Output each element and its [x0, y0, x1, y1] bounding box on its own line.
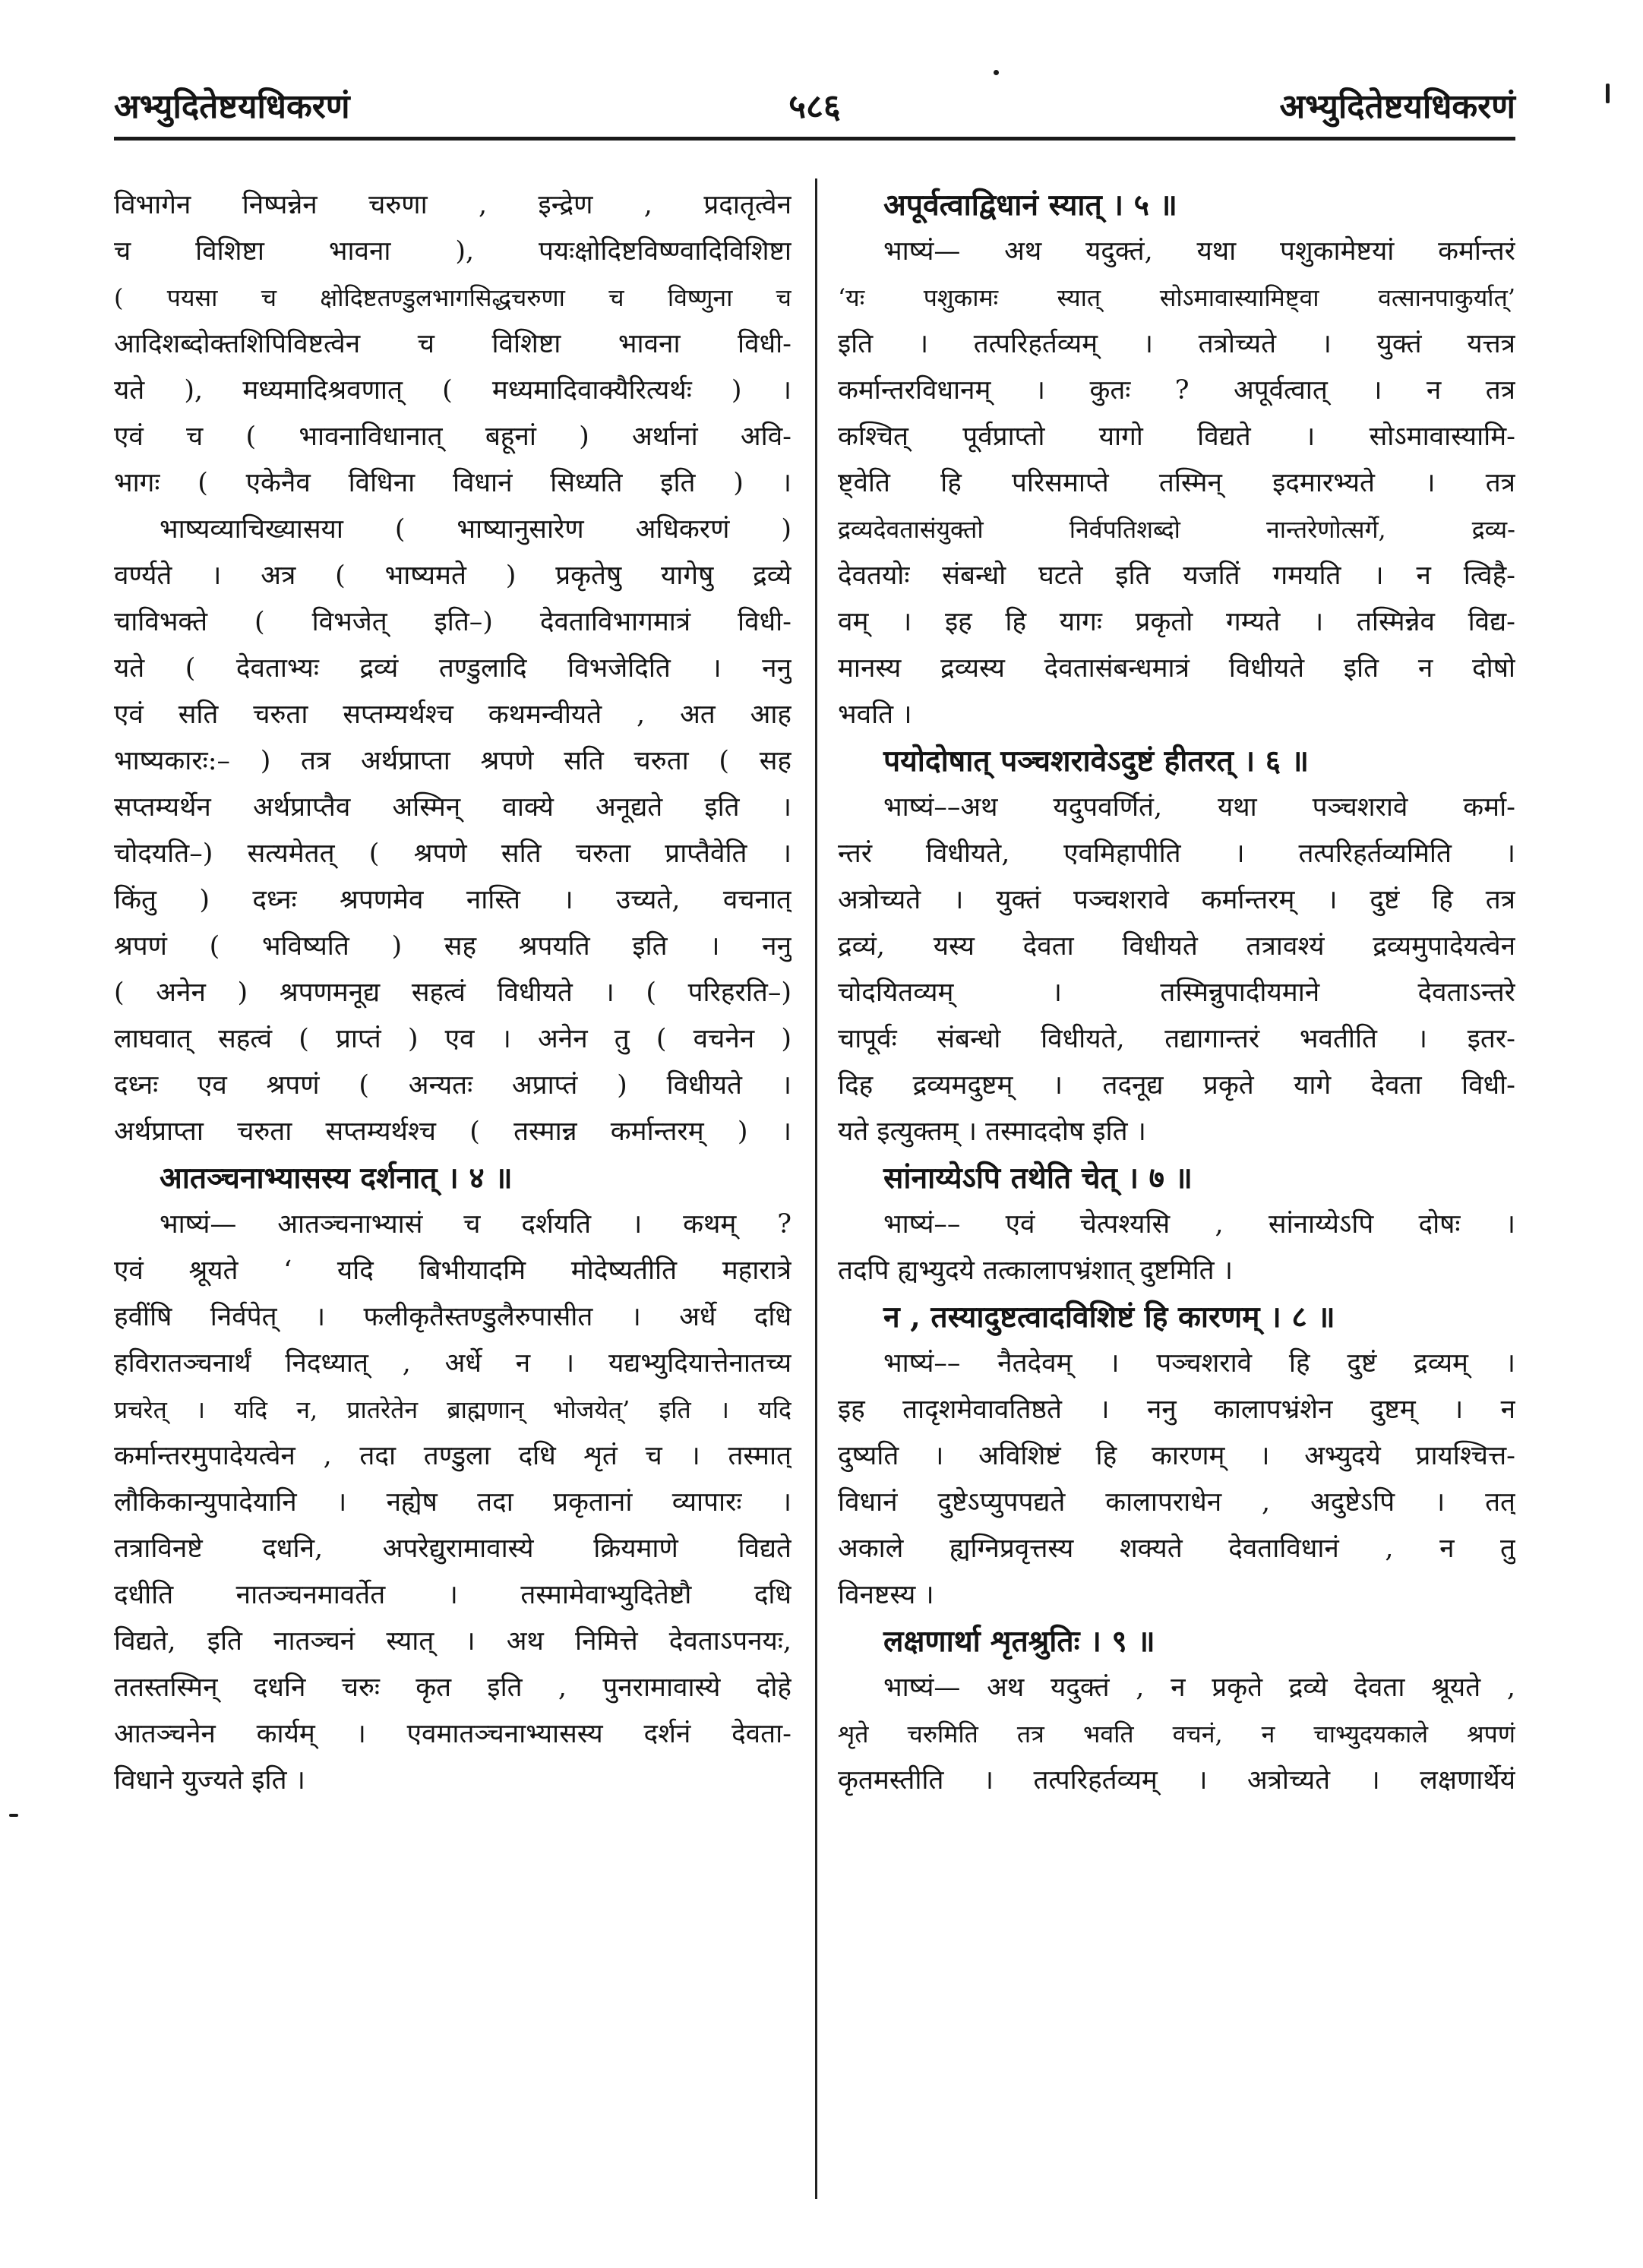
bhashya-start: भाष्यं— अथ यदुक्तं, यथा पशुकामेष्टयां कर्मान्तरं	[883, 236, 1515, 267]
text-line: यते ), मध्यमादिश्रवणात् ( मध्यमादिवाक्यैरित्यर्थः ) ।	[114, 375, 791, 406]
text-line: आदिशब्दोक्तशिपिविष्टत्वेन च विशिष्टा भावना विधी-	[114, 329, 791, 359]
text-line: दिह द्रव्यमदुष्टम् । तदनूद्य प्रकृते यागे देवता विधी-	[838, 1070, 1515, 1101]
text-line: विधानं दुष्टेऽप्युपपद्यते कालापराधेन , अदुष्टेऽपि । तत्	[838, 1487, 1515, 1518]
text-line: चोदयति–) सत्यमेतत् ( श्रपणे सति चरुता प्राप्तैवेति ।	[114, 839, 791, 869]
sutra-heading-4: आतञ्चनाभ्यासस्य दर्शनात् । ४ ॥	[160, 1161, 513, 1196]
text-line: द्रव्यदेवतासंयुक्तो निर्वपतिशब्दो नान्तरेणोत्सर्गे, द्रव्य-	[838, 515, 1515, 544]
text-line: कश्चित् पूर्वप्राप्तो यागो विद्यते । सोऽमावास्यामि-	[838, 422, 1515, 452]
text-line: चापूर्वः संबन्धो विधीयते, तद्यागान्तरं भवतीति । इतर-	[838, 1024, 1515, 1054]
text-line: न्तरं विधीयते, एवमिहापीति । तत्परिहर्तव्यमिति ।	[838, 839, 1515, 869]
text-line: कर्मान्तरविधानम् । कुतः ? अपूर्वत्वात् । न तत्र	[838, 375, 1515, 406]
text-line: दुष्यति । अविशिष्टं हि कारणम् । अभ्युदये प्रायश्चित्त-	[838, 1441, 1515, 1471]
text-line: हविरातञ्चनार्थं निदध्यात् , अर्धे न । यद्यभ्युदियात्तेनातच्य	[114, 1348, 791, 1379]
bhashya-start: भाष्यं–– नैतदेवम् । पञ्चशरावे हि दुष्टं द्रव्यम् ।	[883, 1348, 1515, 1379]
sutra-heading-6: पयोदोषात् पञ्चशरावेऽदुष्टं हीतरत् । ६ ॥	[883, 744, 1309, 779]
right-column	[838, 182, 1515, 2225]
text-line: वर्ण्यते । अत्र ( भाष्यमते ) प्रकृतेषु यागेषु द्रव्ये	[114, 561, 791, 591]
text-line: इह तादृशमेवावतिष्ठते । ननु कालापभ्रंशेन दुष्टम् । न	[838, 1395, 1515, 1425]
text-line: भागः ( एकेनैव विधिना विधानं सिध्यति इति ) ।	[114, 468, 791, 498]
text-line: ततस्तस्मिन् दधनि चरुः कृत इति , पुनरामावास्ये दोहे	[114, 1673, 791, 1703]
text-line: एवं सति चरुता सप्तम्यर्थश्च कथमन्वीयते , अत आह	[114, 700, 791, 730]
sutra-heading-5: अपूर्वत्वाद्विधानं स्यात् । ५ ॥	[883, 188, 1177, 223]
text-line: ( अनेन ) श्रपणमनूद्य सहत्वं विधीयते । ( परिहरति–)	[114, 978, 791, 1008]
bhashya-start: भाष्यं— आतञ्चनाभ्यासं च दर्शयति । कथम् ?	[160, 1209, 791, 1240]
print-speck	[1606, 84, 1610, 103]
text-line: श्रपणं ( भविष्यति ) सह श्रपयति इति । ननु	[114, 931, 791, 962]
text-line: ( पयसा च क्षोदिष्टतण्डुलभागसिद्धचरुणा च विष्णुना च	[114, 283, 791, 312]
text-line: दध्नः एव श्रपणं ( अन्यतः अप्राप्तं ) विधीयते ।	[114, 1070, 791, 1101]
text-line: आतञ्चनेन कार्यम् । एवमातञ्चनाभ्यासस्य दर्शनं देवता-	[114, 1719, 791, 1749]
text-line: एवं श्रूयते ‘ यदि बिभीयादमि मोदेष्यतीति महारात्रे	[114, 1256, 791, 1286]
text-line: लौकिकान्युपादेयानि । नह्येष तदा प्रकृतानां व्यापारः ।	[114, 1487, 791, 1518]
text-line: प्रचरेत् । यदि न, प्रातरेतेन ब्राह्मणान् भोजयेत्’ इति । यदि	[114, 1395, 791, 1424]
bhashya-start: भाष्यं–– एवं चेत्पश्यसि , सांनाय्येऽपि दोषः ।	[883, 1209, 1515, 1240]
text-line: देवतयोः संबन्धो घटते इति यजतिं गमयति । न त्विहै-	[838, 561, 1515, 591]
text-line: यते इत्युक्तम् । तस्माददोष इति ।	[838, 1117, 1146, 1147]
text-line: च विशिष्टा भावना ), पयःक्षोदिष्टविष्ण्वादिविशिष्टा	[114, 236, 791, 267]
text-line: विधाने युज्यते इति ।	[114, 1765, 305, 1796]
text-line: वम् । इह हि यागः प्रकृतो गम्यते । तस्मिन्नेव विद्य-	[838, 607, 1515, 637]
text-line: चाविभक्ते ( विभजेत् इति–) देवताविभागमात्रं विधी-	[114, 607, 791, 637]
bhashya-start: भाष्यं––अथ यदुपवर्णितं, यथा पञ्चशरावे कर्मा-	[883, 792, 1515, 823]
text-line: कृतमस्तीति । तत्परिहर्तव्यम् । अत्रोच्यते । लक्षणार्थेयं	[838, 1765, 1515, 1796]
text-line: शृते चरुमिति तत्र भवति वचनं, न चाभ्युदयकाले श्रपणं	[838, 1720, 1515, 1748]
text-line: लाघवात् सहत्वं ( प्राप्तं ) एव । अनेन तु ( वचनेन )	[114, 1024, 791, 1054]
text-line: कर्मान्तरमुपादेयत्वेन , तदा तण्डुला दधि शृतं च । तस्मात्	[114, 1441, 791, 1471]
print-speck	[9, 1814, 18, 1817]
text-line: ष्ट्वेति हि परिसमाप्ते तस्मिन् इदमारभ्यते । तत्र	[838, 468, 1515, 498]
text-line: इति । तत्परिहर्तव्यम् । तत्रोच्यते । युक्तं यत्तत्र	[838, 329, 1515, 359]
text-line: सप्तम्यर्थेन अर्थप्राप्तैव अस्मिन् वाक्ये अनूद्यते इति ।	[114, 792, 791, 823]
running-head-right: अभ्युदितेष्टयधिकरणं	[1279, 87, 1515, 126]
text-line: विद्यते, इति नातञ्चनं स्यात् । अथ निमित्ते देवताऽपनयः,	[114, 1626, 791, 1657]
text-line: विभागेन निष्पन्नेन चरुणा , इन्द्रेण , प्रदातृत्वेन	[114, 190, 791, 220]
text-line: भवति ।	[838, 700, 912, 730]
text-line: भाष्यकारः:– ) तत्र अर्थप्राप्ता श्रपणे सति चरुता ( सह	[114, 746, 791, 776]
text-line: विनष्टस्य ।	[838, 1580, 934, 1610]
sutra-heading-9: लक्षणार्था शृतश्रुतिः । ९ ॥	[883, 1624, 1155, 1659]
sutra-heading-8: न , तस्यादुष्टत्वादविशिष्टं हि कारणम् । ८ ॥	[883, 1300, 1335, 1335]
paragraph-start: भाष्यव्याचिख्यासया ( भाष्यानुसारेण अधिकरणं )	[160, 514, 791, 545]
text-line: मानस्य द्रव्यस्य देवतासंबन्धमात्रं विधीयते इति न दोषो	[838, 653, 1515, 684]
text-line: अर्थप्राप्ता चरुता सप्तम्यर्थश्च ( तस्मान्न कर्मान्तरम् ) ।	[114, 1117, 791, 1147]
text-line: द्रव्यं, यस्य देवता विधीयते तत्रावश्यं द्रव्यमुपादेयत्वेन	[838, 931, 1515, 962]
text-line: किंतु ) दध्नः श्रपणमेव नास्ति । उच्यते, वचनात्	[114, 885, 791, 915]
text-line: तदपि ह्यभ्युदये तत्कालापभ्रंशात् दुष्टमिति ।	[838, 1256, 1234, 1286]
text-line: अकाले ह्यग्निप्रवृत्तस्य शक्यते देवताविधानं , न तु	[838, 1534, 1515, 1564]
text-line: अत्रोच्यते । युक्तं पञ्चशरावे कर्मान्तरम् । दुष्टं हि तत्र	[838, 885, 1515, 915]
print-speck	[994, 70, 999, 75]
bhashya-start: भाष्यं— अथ यदुक्तं , न प्रकृते द्रव्ये देवता श्रूयते ,	[883, 1673, 1515, 1703]
text-line: ‘यः पशुकामः स्यात् सोऽमावास्यामिष्ट्वा वत्सानपाकुर्यात्’	[838, 283, 1515, 312]
text-line: तत्राविनष्टे दधनि, अपरेद्युरामावास्ये क्रियमाणे विद्यते	[114, 1534, 791, 1564]
page-header	[114, 76, 1515, 141]
text-line: दधीति नातञ्चनमावर्तेत । तस्मामेवाभ्युदितेष्टौ दधि	[114, 1580, 791, 1610]
column-divider	[815, 178, 817, 2199]
text-line: एवं च ( भावनाविधानात् बहूनां ) अर्थानां अवि-	[114, 422, 791, 452]
sutra-heading-7: सांनाय्येऽपि तथेति चेत् । ७ ॥	[883, 1161, 1193, 1196]
left-column	[114, 182, 791, 2225]
page-number: ५८६	[788, 87, 841, 126]
text-line: यते ( देवताभ्यः द्रव्यं तण्डुलादि विभजेदिति । ननु	[114, 653, 791, 684]
text-line: चोदयितव्यम् । तस्मिन्नुपादीयमाने देवताऽन्तरे	[838, 978, 1515, 1008]
running-head-left: अभ्युदितेष्टयधिकरणं	[114, 87, 350, 126]
text-line: हवींषि निर्वपेत् । फलीकृतैस्तण्डुलैरुपासीत । अर्धे दधि	[114, 1302, 791, 1332]
